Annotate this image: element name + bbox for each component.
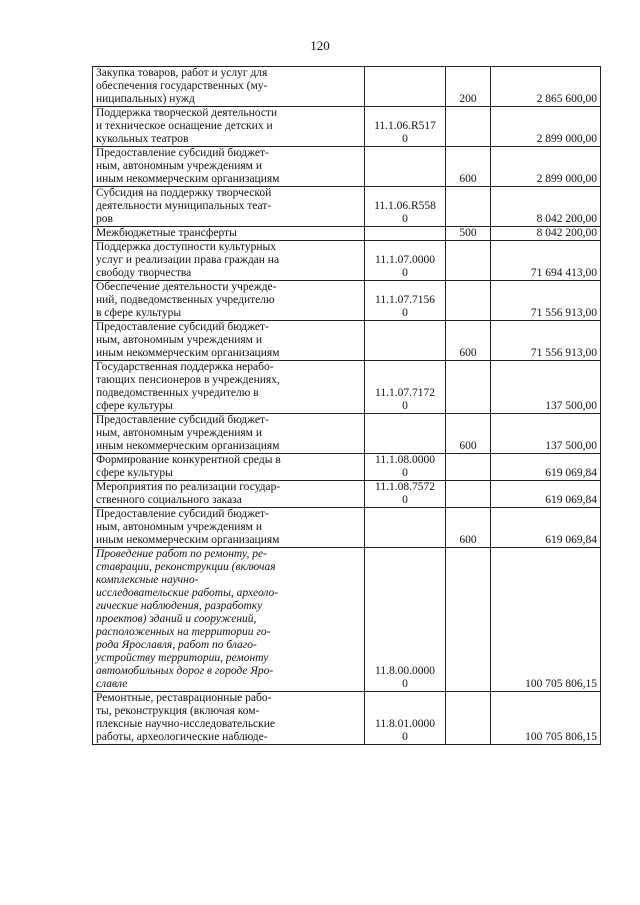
row-name-line: Мероприятия по реализации государ- <box>96 481 281 493</box>
table-row <box>93 147 601 187</box>
row-name-line: рода Ярославля, работ по благо- <box>96 639 257 651</box>
row-code <box>365 454 446 481</box>
row-name <box>93 227 365 241</box>
row-name-line: Предоставление субсидий бюджет- <box>96 147 269 159</box>
row-name-line: ты, реконструкция (включая ком- <box>96 705 260 717</box>
row-name-line: гические наблюдения, разработку <box>96 600 263 612</box>
row-expense-type: 600 <box>446 321 491 361</box>
row-code-line: 0 <box>402 213 408 225</box>
row-code-line: 0 <box>402 400 408 412</box>
row-code-line: 0 <box>402 307 408 319</box>
row-name-line: Межбюджетные трансферты <box>96 227 237 239</box>
page-number: 120 <box>310 38 330 53</box>
table-row <box>93 281 601 321</box>
row-code-line: 0 <box>402 133 408 145</box>
row-amount: 2 899 000,00 <box>491 107 601 147</box>
row-name-line: иным некоммерческим организациям <box>96 347 280 359</box>
row-name <box>93 187 365 227</box>
row-amount: 100 705 806,15 <box>491 692 601 745</box>
row-expense-type: 200 <box>446 67 491 107</box>
row-name <box>93 414 365 454</box>
row-name-line: ным, автономным учреждениям и <box>96 334 262 346</box>
row-code <box>365 227 446 241</box>
row-name-line: Формирование конкурентной среды в <box>96 454 281 466</box>
row-code-line: 11.1.07.7172 <box>375 387 435 399</box>
row-amount: 619 069,84 <box>491 481 601 508</box>
row-name-line: Проведение работ по ремонту, ре- <box>96 548 267 560</box>
row-name-line: Субсидия на поддержку творческой <box>96 187 272 199</box>
row-name <box>93 454 365 481</box>
row-name-line: свободу творчества <box>96 267 192 279</box>
row-name-line: работы, археологические наблюде- <box>96 731 268 743</box>
row-code-line: 11.1.08.7572 <box>375 481 435 493</box>
row-expense-type <box>446 361 491 414</box>
row-expense-type <box>446 107 491 147</box>
row-code-line: 11.1.08.0000 <box>375 454 435 466</box>
table-row <box>93 241 601 281</box>
row-code <box>365 321 446 361</box>
table-row <box>93 227 601 241</box>
row-amount: 8 042 200,00 <box>491 227 601 241</box>
row-name-line: проектов) зданий и сооружений, <box>96 613 257 625</box>
row-code-line: 11.1.06.R558 <box>374 200 436 212</box>
table-row <box>93 548 601 692</box>
row-name <box>93 241 365 281</box>
row-amount: 71 556 913,00 <box>491 281 601 321</box>
row-code-line: 0 <box>402 467 408 479</box>
row-code <box>365 187 446 227</box>
row-name-line: ний, подведомственных учредителю <box>96 294 275 306</box>
row-name-line: исследовательские работы, археоло- <box>96 587 279 599</box>
row-amount: 137 500,00 <box>491 414 601 454</box>
row-name <box>93 67 365 107</box>
row-name-line: кукольных театров <box>96 133 189 145</box>
row-name <box>93 147 365 187</box>
row-code-line: 11.1.07.0000 <box>375 254 435 266</box>
row-amount: 619 069,84 <box>491 508 601 548</box>
row-name-line: ров <box>96 213 113 225</box>
table-row <box>93 67 601 107</box>
row-name <box>93 508 365 548</box>
row-amount: 8 042 200,00 <box>491 187 601 227</box>
row-amount: 2 899 000,00 <box>491 147 601 187</box>
row-code <box>365 107 446 147</box>
row-amount: 619 069,84 <box>491 454 601 481</box>
row-code <box>365 692 446 745</box>
row-amount: 71 556 913,00 <box>491 321 601 361</box>
row-expense-type <box>446 241 491 281</box>
row-name-line: Ремонтные, реставрационные рабо- <box>96 692 272 704</box>
table-row <box>93 321 601 361</box>
row-name-line: тающих пенсионеров в учреждениях, <box>96 374 280 386</box>
row-name-line: сфере культуры <box>96 400 173 412</box>
row-name <box>93 481 365 508</box>
table-row <box>93 508 601 548</box>
row-expense-type <box>446 548 491 692</box>
row-name <box>93 692 365 745</box>
row-code <box>365 147 446 187</box>
row-name-line: славле <box>96 678 128 690</box>
table-row <box>93 481 601 508</box>
row-amount: 71 694 413,00 <box>491 241 601 281</box>
row-code-line: 0 <box>402 267 408 279</box>
row-name <box>93 281 365 321</box>
row-name <box>93 361 365 414</box>
row-name-line: ным, автономным учреждениям и <box>96 521 262 533</box>
row-name-line: ным, автономным учреждениям и <box>96 427 262 439</box>
row-name <box>93 107 365 147</box>
row-name-line: автомобильных дорог в городе Яро- <box>96 665 274 677</box>
row-name-line: и техническое оснащение детских и <box>96 120 273 132</box>
row-name-line: Обеспечение деятельности учрежде- <box>96 281 277 293</box>
row-expense-type <box>446 187 491 227</box>
row-expense-type <box>446 454 491 481</box>
row-name-line: ным, автономным учреждениям и <box>96 160 262 172</box>
row-name-line: плексные научно-исследовательские <box>96 718 276 730</box>
row-code-line: 0 <box>402 731 408 743</box>
row-amount: 2 865 600,00 <box>491 67 601 107</box>
row-expense-type: 500 <box>446 227 491 241</box>
row-expense-type: 600 <box>446 147 491 187</box>
row-name-line: сфере культуры <box>96 467 173 479</box>
table-row <box>93 692 601 745</box>
row-code-line: 11.8.00.0000 <box>375 665 435 677</box>
row-name-line: деятельности муниципальных теат- <box>96 200 272 212</box>
row-name-line: ственного социального заказа <box>96 494 242 506</box>
row-code-line: 0 <box>402 494 408 506</box>
table-row <box>93 414 601 454</box>
row-code-line: 11.8.01.0000 <box>375 718 435 730</box>
row-code <box>365 481 446 508</box>
row-name-line: обеспечения государственных (му- <box>96 80 268 92</box>
row-name-line: иным некоммерческим организациям <box>96 173 280 185</box>
row-amount: 100 705 806,15 <box>491 548 601 692</box>
row-name-line: Предоставление субсидий бюджет- <box>96 414 269 426</box>
row-name-line: Поддержка доступности культурных <box>96 241 276 253</box>
row-name-line: Государственная поддержка нерабо- <box>96 361 274 373</box>
table-row <box>93 454 601 481</box>
row-code <box>365 67 446 107</box>
row-code <box>365 508 446 548</box>
row-code-line: 0 <box>402 678 408 690</box>
row-amount: 137 500,00 <box>491 361 601 414</box>
row-code-line: 11.1.07.7156 <box>375 294 435 306</box>
row-name <box>93 321 365 361</box>
budget-table <box>92 66 601 745</box>
row-name-line: устройству территории, ремонту <box>96 652 269 664</box>
row-expense-type: 600 <box>446 414 491 454</box>
row-name-line: Предоставление субсидий бюджет- <box>96 321 269 333</box>
row-code <box>365 281 446 321</box>
row-name-line: иным некоммерческим организациям <box>96 534 280 546</box>
table-row <box>93 361 601 414</box>
row-expense-type <box>446 281 491 321</box>
row-expense-type <box>446 692 491 745</box>
row-name-line: подведомственных учредителю в <box>96 387 259 399</box>
row-name-line: комплексные научно- <box>96 574 199 586</box>
row-name-line: Закупка товаров, работ и услуг для <box>96 67 268 79</box>
row-name-line: услуг и реализации права граждан на <box>96 254 280 266</box>
table-row <box>93 107 601 147</box>
row-name-line: ниципальных) нужд <box>96 93 195 105</box>
row-name-line: в сфере культуры <box>96 307 182 319</box>
row-name-line: иным некоммерческим организациям <box>96 440 280 452</box>
table-body <box>93 67 601 745</box>
row-name-line: Предоставление субсидий бюджет- <box>96 508 269 520</box>
row-expense-type <box>446 481 491 508</box>
row-name-line: Поддержка творческой деятельности <box>96 107 278 119</box>
row-code <box>365 241 446 281</box>
row-name-line: расположенных на территории го- <box>96 626 271 638</box>
row-code <box>365 414 446 454</box>
row-name <box>93 548 365 692</box>
row-name-line: ставрации, реконструкции (включая <box>96 561 276 573</box>
row-code <box>365 361 446 414</box>
row-code <box>365 548 446 692</box>
row-code-line: 11.1.06.R517 <box>374 120 436 132</box>
table-row <box>93 187 601 227</box>
row-expense-type: 600 <box>446 508 491 548</box>
